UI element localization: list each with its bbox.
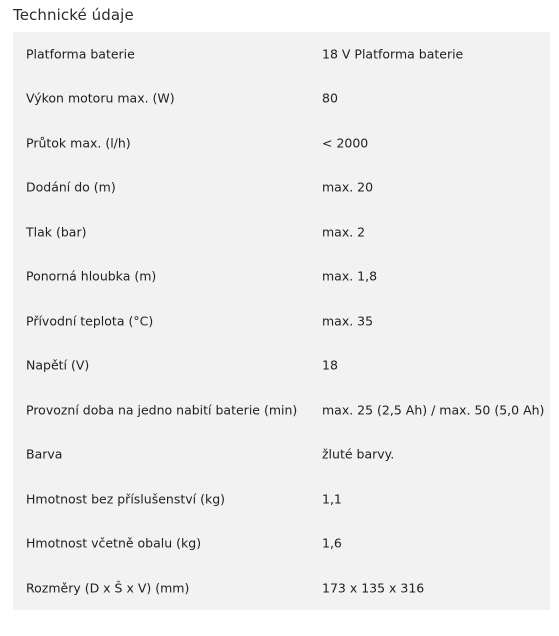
- spec-value: max. 35: [322, 313, 374, 329]
- spec-value: max. 1,8: [322, 268, 378, 284]
- spec-value: 1,6: [322, 535, 342, 551]
- spec-label: Platforma baterie: [26, 46, 135, 62]
- spec-value: žluté barvy.: [322, 446, 395, 462]
- spec-value: max. 25 (2,5 Ah) / max. 50 (5,0 Ah): [322, 402, 545, 418]
- spec-row: [13, 210, 550, 255]
- spec-label: Dodání do (m): [26, 179, 116, 195]
- spec-row: [13, 477, 550, 522]
- spec-value: max. 20: [322, 179, 374, 195]
- spec-row: [13, 432, 550, 477]
- spec-row: [13, 121, 550, 166]
- spec-label: Hmotnost bez příslušenství (kg): [26, 491, 226, 507]
- spec-row: [13, 343, 550, 388]
- spec-value: < 2000: [322, 135, 369, 151]
- spec-row: [13, 388, 550, 433]
- spec-table: [13, 32, 550, 610]
- spec-value: 80: [322, 90, 338, 106]
- section-title: Technické údaje: [13, 6, 134, 24]
- spec-row: [13, 521, 550, 566]
- spec-label: Výkon motoru max. (W): [26, 90, 175, 106]
- spec-row: [13, 254, 550, 299]
- spec-label: Průtok max. (l/h): [26, 135, 131, 151]
- spec-row: [13, 165, 550, 210]
- spec-label: Barva: [26, 446, 63, 462]
- spec-label: Ponorná hloubka (m): [26, 268, 157, 284]
- spec-row: [13, 32, 550, 76]
- spec-value: 18 V Platforma baterie: [322, 46, 464, 62]
- spec-value: max. 2: [322, 224, 366, 240]
- spec-label: Tlak (bar): [26, 224, 87, 240]
- spec-row: [13, 566, 550, 611]
- spec-row: [13, 76, 550, 121]
- spec-label: Hmotnost včetně obalu (kg): [26, 535, 202, 551]
- spec-label: Přívodní teplota (°C): [26, 313, 154, 329]
- spec-value: 18: [322, 357, 338, 373]
- spec-row: [13, 299, 550, 344]
- spec-value: 173 x 135 x 316: [322, 580, 425, 596]
- spec-label: Rozměry (D x Š x V) (mm): [26, 580, 190, 596]
- spec-label: Provozní doba na jedno nabití baterie (min): [26, 402, 298, 418]
- spec-label: Napětí (V): [26, 357, 90, 373]
- spec-value: 1,1: [322, 491, 342, 507]
